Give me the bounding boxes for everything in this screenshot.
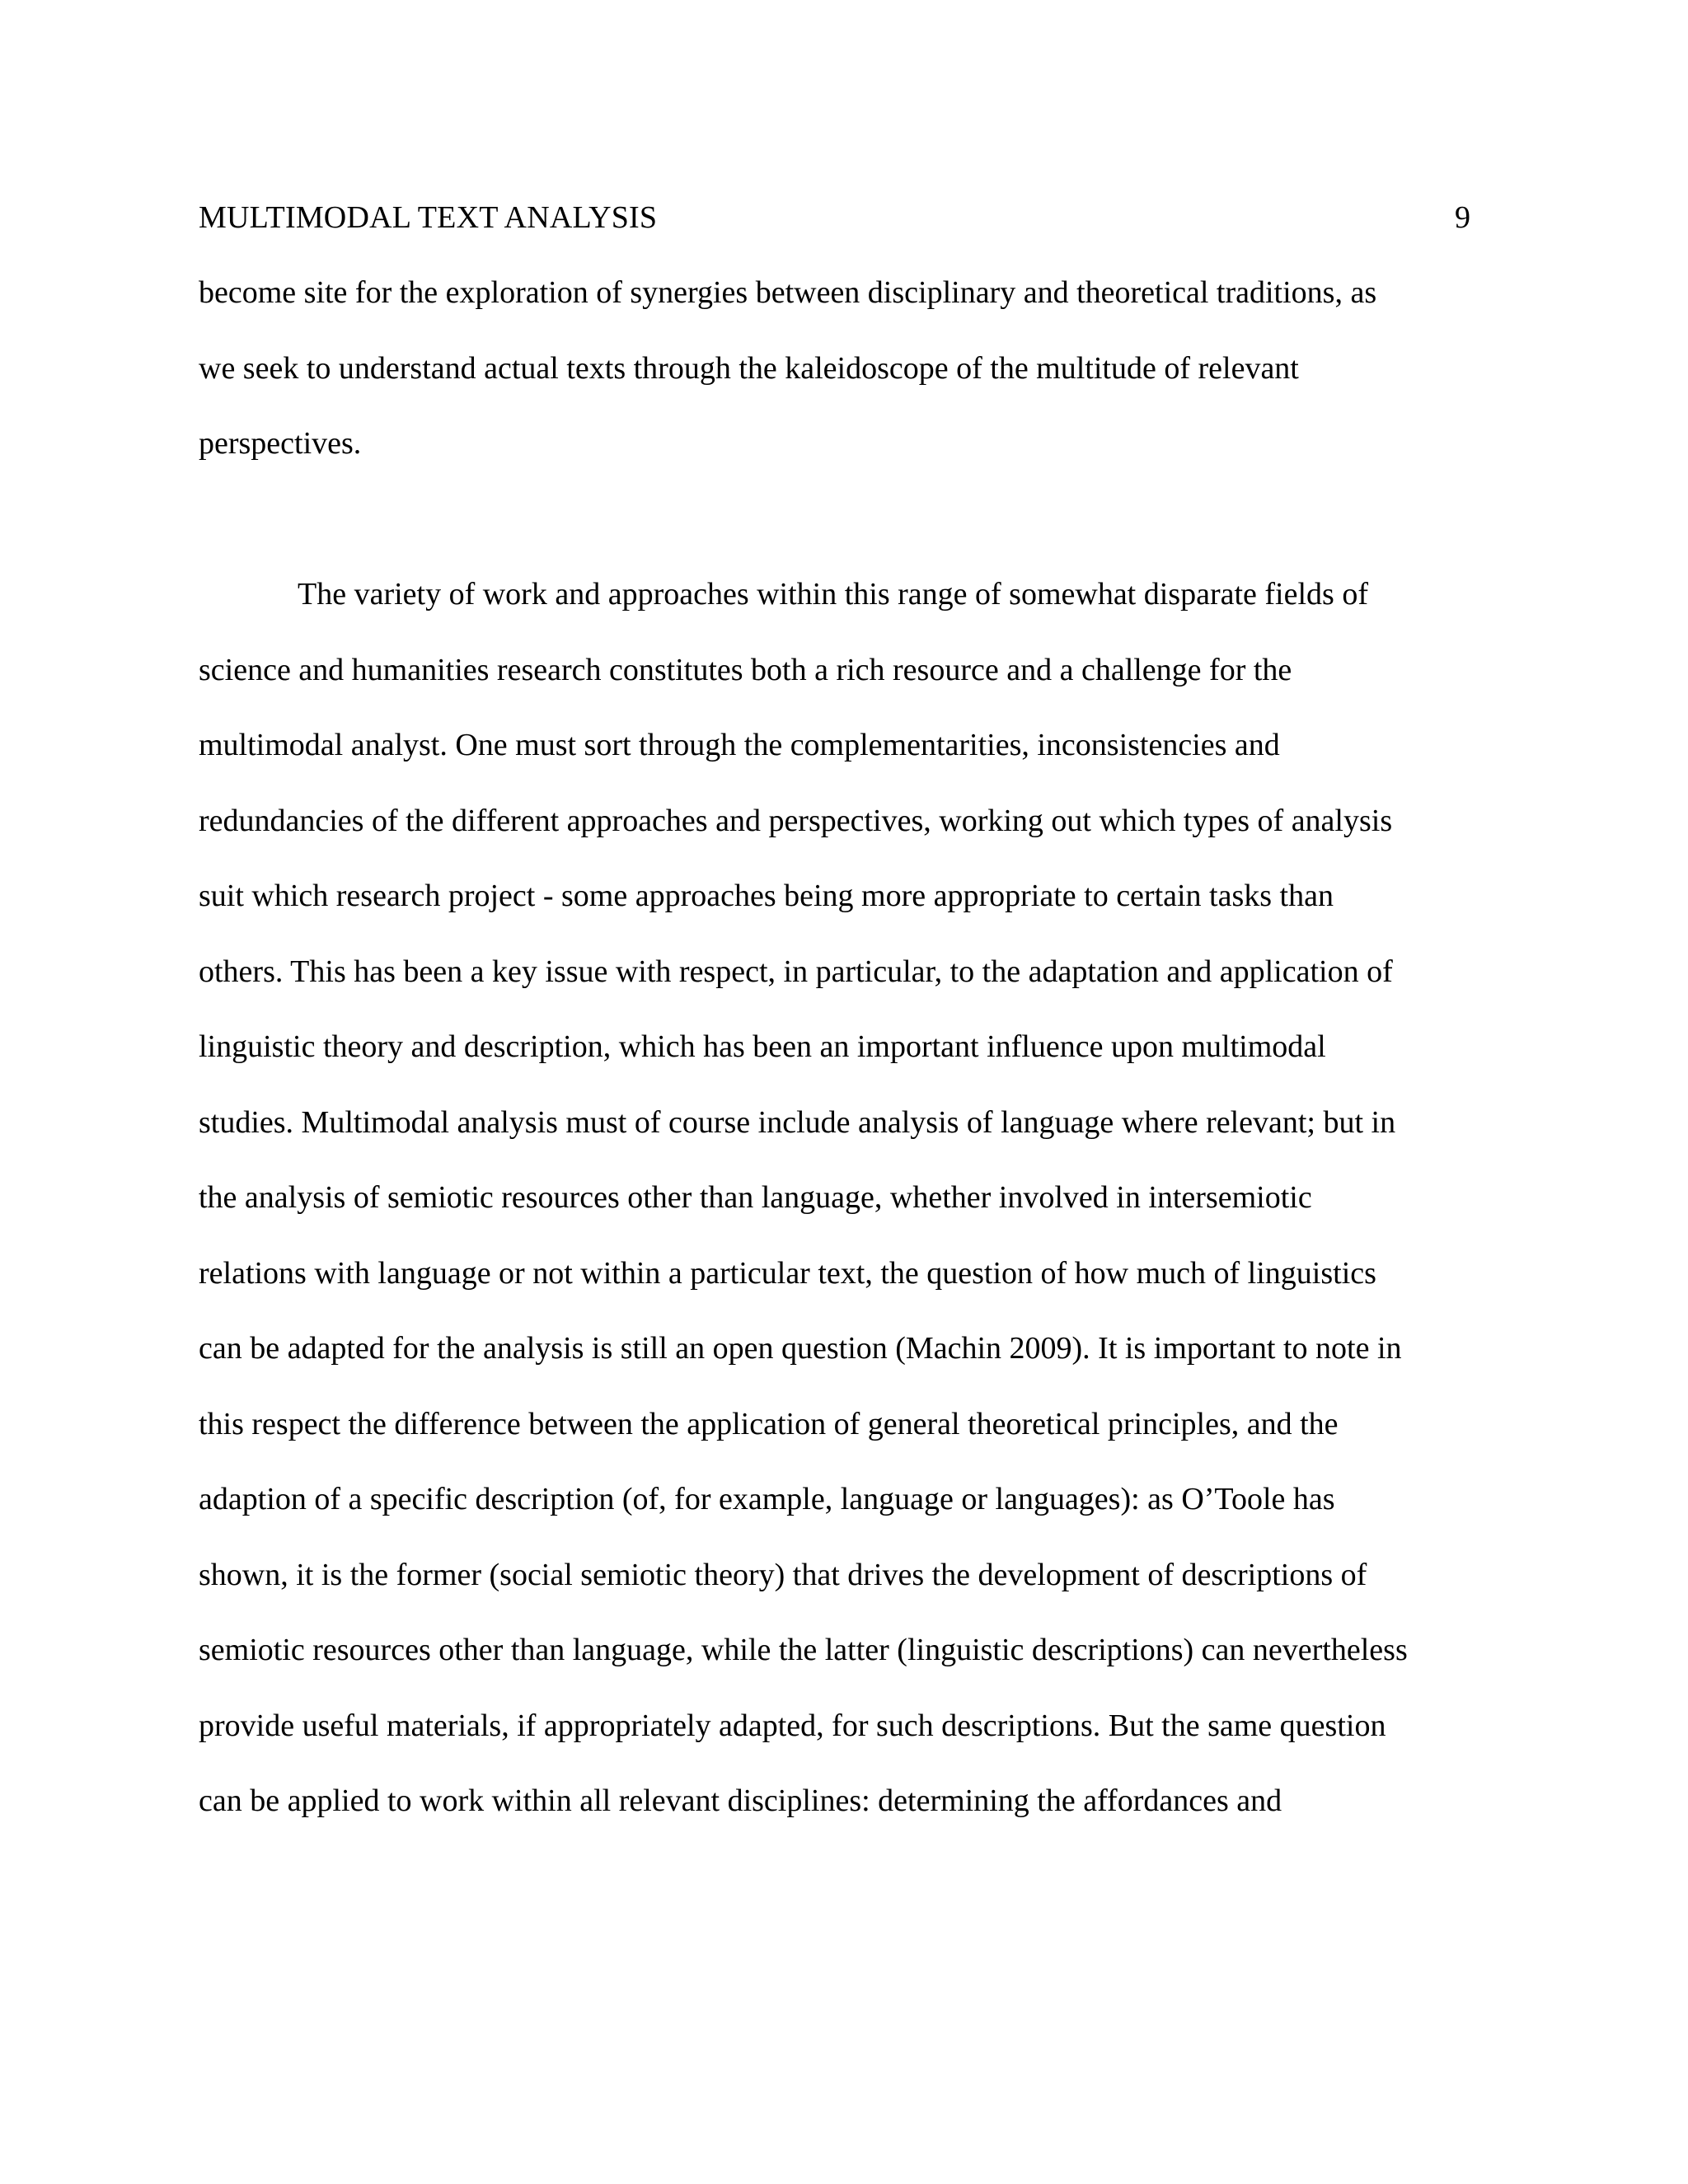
text-line: can be adapted for the analysis is still an open question (Machin 2009). It is important to note in bbox=[199, 1331, 1402, 1366]
paragraph-gap bbox=[199, 499, 1517, 575]
text-line: the analysis of semiotic resources other than language, whether involved in intersemiotic bbox=[199, 1180, 1312, 1215]
text-line: suit which research project - some approaches being more appropriate to certain tasks than bbox=[199, 879, 1334, 913]
text-line: redundancies of the different approaches and perspectives, working out which types of analysis bbox=[199, 803, 1393, 838]
text-line: others. This has been a key issue with respect, in particular, to the adaptation and application of bbox=[199, 954, 1393, 989]
body-text bbox=[199, 273, 1517, 1857]
paragraph bbox=[199, 574, 1517, 1857]
text-line: relations with language or not within a particular text, the question of how much of linguistics bbox=[199, 1255, 1376, 1291]
text-line: can be applied to work within all relevant disciplines: determining the affordances and bbox=[199, 1783, 1282, 1818]
text-line: science and humanities research constitutes both a rich resource and a challenge for the bbox=[199, 652, 1292, 687]
page-number: 9 bbox=[1455, 200, 1470, 235]
text-line: The variety of work and approaches within this range of somewhat disparate fields of bbox=[298, 577, 1368, 612]
text-line: shown, it is the former (social semiotic theory) that drives the development of descriptions of bbox=[199, 1557, 1367, 1592]
text-line: multimodal analyst. One must sort through the complementarities, inconsistencies and bbox=[199, 728, 1280, 762]
text-line: provide useful materials, if appropriately adapted, for such descriptions. But the same question bbox=[199, 1708, 1386, 1743]
text-line: studies. Multimodal analysis must of course include analysis of language where relevant; but in bbox=[199, 1104, 1396, 1140]
text-line: perspectives. bbox=[199, 426, 362, 461]
text-line: adaption of a specific description (of, for example, language or languages): as O’Toole has bbox=[199, 1482, 1335, 1516]
text-line: this respect the difference between the application of general theoretical principles, and the bbox=[199, 1406, 1339, 1441]
text-line: become site for the exploration of synergies between disciplinary and theoretical traditions, as bbox=[199, 275, 1377, 310]
paragraph bbox=[199, 273, 1517, 499]
text-line: linguistic theory and description, which has been an important influence upon multimodal bbox=[199, 1029, 1326, 1064]
text-line: semiotic resources other than language, while the latter (linguistic descriptions) can nevertheless bbox=[199, 1633, 1408, 1667]
text-line: we seek to understand actual texts through the kaleidoscope of the multitude of relevant bbox=[199, 350, 1299, 386]
running-head: MULTIMODAL TEXT ANALYSIS bbox=[199, 200, 658, 235]
